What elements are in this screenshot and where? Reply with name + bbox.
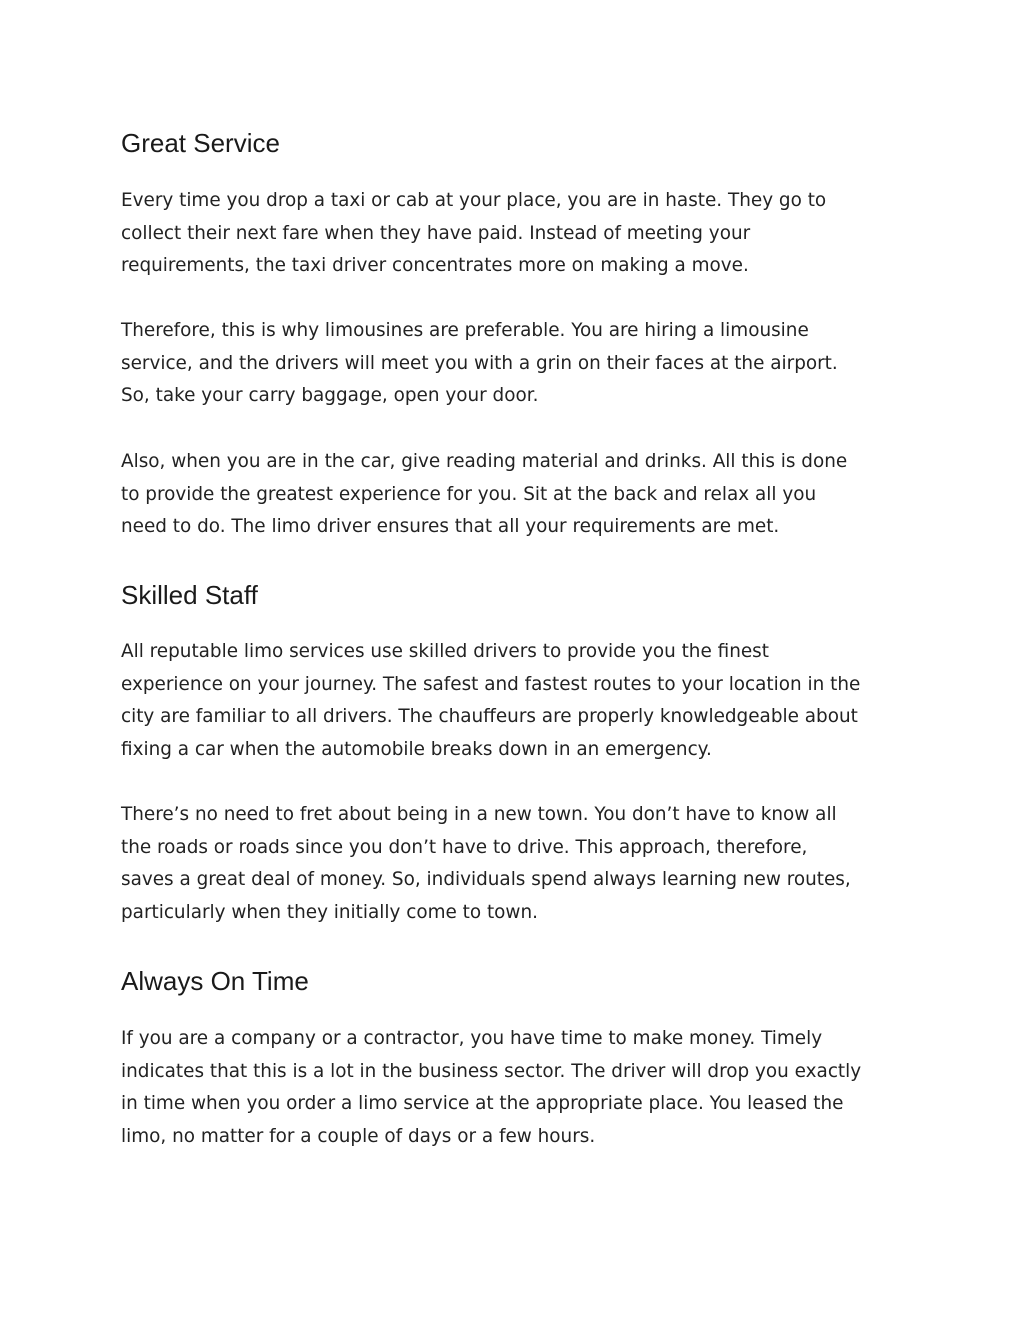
- section-heading-always-on-time: Always On Time: [121, 966, 309, 996]
- text-line: limo, no matter for a couple of days or a few hours.: [121, 1126, 596, 1148]
- text-line: requirements, the taxi driver concentrates more on making a move.: [121, 255, 749, 277]
- paragraph-great-service-2: [121, 315, 921, 413]
- paragraph-always-on-time-1: [121, 1023, 921, 1154]
- text-line: saves a great deal of money. So, individuals spend always learning new routes,: [121, 869, 851, 891]
- paragraph-skilled-staff-1: [121, 636, 921, 767]
- text-line: Therefore, this is why limousines are preferable. You are hiring a limousine: [121, 320, 809, 341]
- text-line: in time when you order a limo service at the appropriate place. You leased the: [121, 1093, 844, 1115]
- text-line: fixing a car when the automobile breaks down in an emergency.: [121, 739, 712, 761]
- text-line: There’s no need to fret about being in a new town. You don’t have to know all: [121, 804, 837, 825]
- paragraph-skilled-staff-2: [121, 799, 921, 930]
- text-line: to provide the greatest experience for you. Sit at the back and relax all you: [121, 483, 817, 505]
- text-line: collect their next fare when they have paid. Instead of meeting your: [121, 222, 751, 244]
- text-line: city are familiar to all drivers. The chauffeurs are properly knowledgeable about: [121, 706, 858, 728]
- text-line: need to do. The limo driver ensures that all your requirements are met.: [121, 516, 780, 538]
- text-line: All reputable limo services use skilled drivers to provide you the finest: [121, 641, 769, 662]
- text-line: So, take your carry baggage, open your door.: [121, 385, 539, 407]
- text-line: Also, when you are in the car, give reading material and drinks. All this is done: [121, 451, 848, 472]
- section-heading-skilled-staff: Skilled Staff: [121, 580, 258, 610]
- text-line: Every time you drop a taxi or cab at your place, you are in haste. They go to: [121, 190, 827, 211]
- text-line: particularly when they initially come to town.: [121, 902, 538, 924]
- text-line: the roads or roads since you don’t have to drive. This approach, therefore,: [121, 836, 808, 858]
- text-line: service, and the drivers will meet you with a grin on their faces at the airport.: [121, 352, 838, 374]
- text-line: experience on your journey. The safest and fastest routes to your location in the: [121, 673, 861, 695]
- paragraph-great-service-3: [121, 446, 921, 544]
- section-heading-great-service: Great Service: [121, 128, 280, 158]
- text-line: indicates that this is a lot in the business sector. The driver will drop you exactly: [121, 1060, 862, 1082]
- text-line: If you are a company or a contractor, you have time to make money. Timely: [121, 1028, 823, 1049]
- paragraph-great-service-1: [121, 185, 921, 283]
